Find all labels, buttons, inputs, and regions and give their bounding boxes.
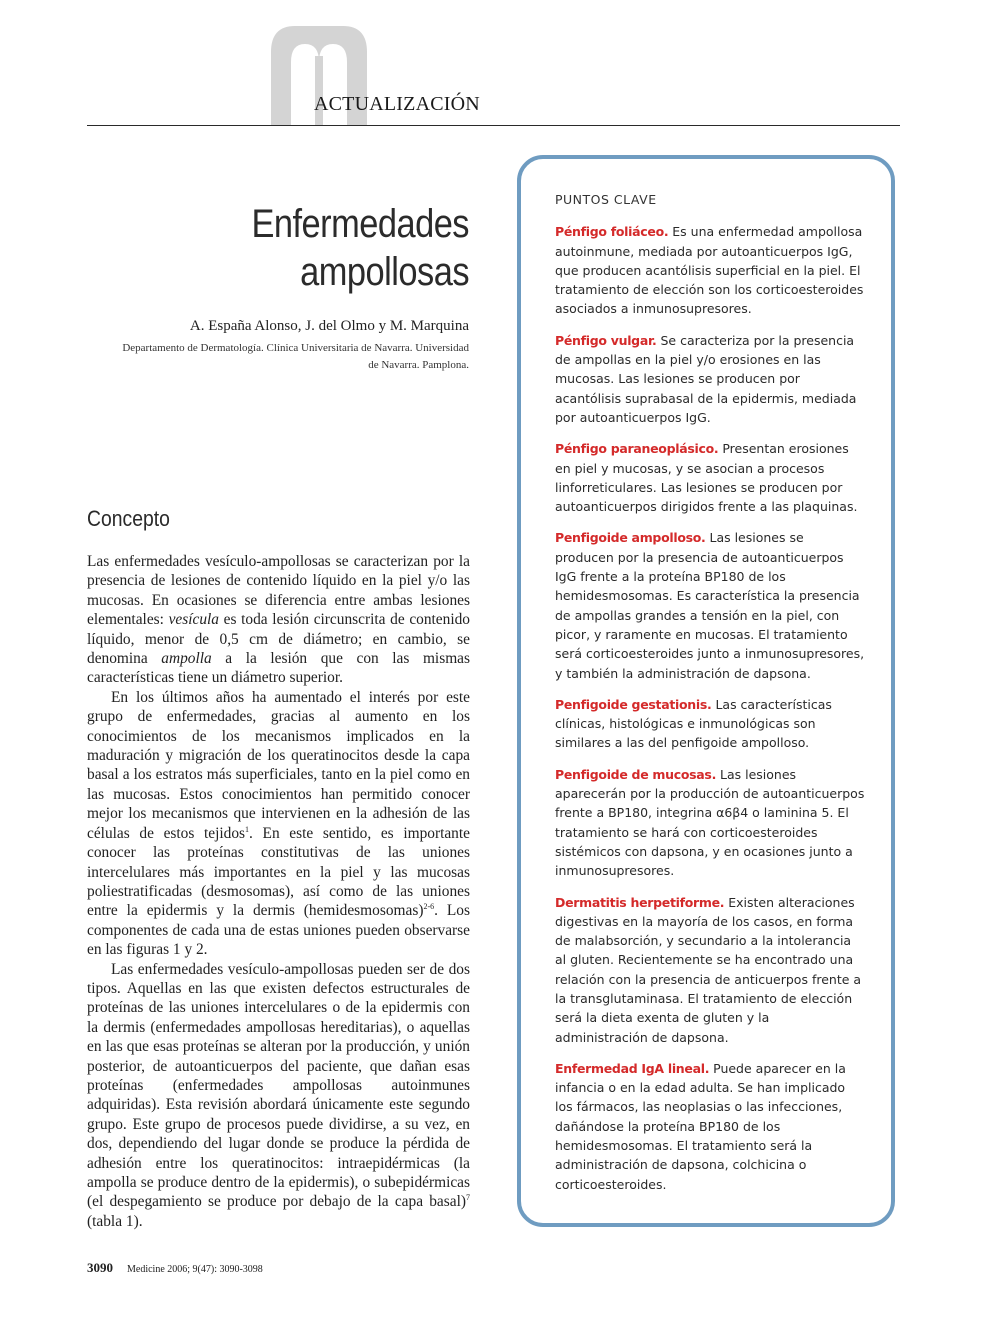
key-point-term: Dermatitis herpetiforme. — [555, 894, 725, 910]
p2-reference-1[interactable]: 1 — [245, 824, 250, 834]
p3-text-1: Las enfermedades vesículo-ampollosas pueden ser de dos tipos. Aquellas en las que existen defectos estructurales de proteínas de las uniones intercelulares o de la epidermis con la dermis (enfermedades ampollosas hereditarias), o aquellas en las que esas proteínas se alteran por la producción, y unión posterior, de autoanticuerpos del paciente, que dañan esas proteínas (enfermedades ampollosas autoinmunes adquiridas). Esta revisión abordará únicamente este segundo grupo. Este grupo de procesos puede dividirse, a su vez, en dos, dependiendo del lugar donde se produce la pérdida de adhesión entre los queratinocitos: intraepidérmicas (la ampolla se produce dentro de la epidermis), o subepidérmicas (el despegamiento se produce por debajo de la capa basal) — [87, 960, 470, 1211]
key-point-item — [555, 893, 865, 1047]
key-point-text: Es una enfermedad ampollosa autoinmune, mediada por autoanticuerpos IgG, que producen acantólisis superficial en la piel. El tratamiento de elección son los corticoesteroides asociados a inmunosupresores. — [555, 224, 864, 317]
affiliation — [87, 340, 469, 374]
key-point-text: Las lesiones se producen por la presencia de autoanticuerpos IgG frente a la proteína BP180 de los hemidesmosomas. Es característica la presencia de ampollas grandes a tensión en la piel, con picor, y raramente en mucosas. El tratamiento será corticoesteroides junto a inmunosupresores, y también la administración de dapsona. — [555, 530, 865, 681]
key-points-title: PUNTOS CLAVE — [555, 192, 657, 207]
citation: Medicine 2006; 9(47): 3090-3098 — [127, 1264, 263, 1275]
header-rule — [87, 125, 900, 126]
paragraph-3 — [87, 960, 470, 1232]
key-point-term: Pénfigo paraneoplásico. — [555, 441, 719, 457]
key-point-text: Presentan erosiones en piel y mucosas, y se asocian a procesos linforreticulares. Las lesiones se producen por autoanticuerpos dirigidos frente a las plaquinas. — [555, 441, 858, 515]
paragraph-2 — [87, 688, 470, 960]
key-point-item — [555, 222, 865, 318]
key-point-item — [555, 765, 865, 881]
title-line-2: ampollosas — [300, 250, 469, 294]
article-title — [140, 200, 469, 296]
authors: A. España Alonso, J. del Olmo y M. Marquina — [189, 318, 469, 334]
key-point-item — [555, 331, 865, 427]
paragraph-1 — [87, 552, 470, 688]
key-point-text: Las características clínicas, histológicas e inmunológicas son similares a las del penfigoide ampolloso. — [555, 696, 832, 751]
title-line-1: Enfermedades — [251, 202, 469, 246]
section-heading: Concepto — [87, 506, 170, 531]
key-point-term: Enfermedad IgA lineal. — [555, 1060, 710, 1076]
key-point-term: Pénfigo vulgar. — [555, 332, 657, 348]
affiliation-line-2: de Navarra. Pamplona. — [368, 359, 469, 371]
p1-text-2: es toda lesión circunscrita de contenido líquido, menor de 0,5 cm de diámetro; en cambio, se denomina — [87, 611, 471, 668]
key-point-term: Penfigoide de mucosas. — [555, 766, 717, 782]
key-point-text: Existen alteraciones digestivas en la mayoría de los casos, en forma de malabsorción, y secundario a la intolerancia al gluten. Recientemente se ha encontrado una relación con la presencia de anticuerpos frente a la transglutaminasa. El tratamiento de elección será la dieta exenta de gluten y la administración de dapsona. — [555, 894, 862, 1045]
body-text — [87, 552, 470, 1231]
key-point-item — [555, 695, 865, 753]
p3-text-2: (tabla 1). — [87, 1212, 143, 1230]
key-point-term: Penfigoide ampolloso. — [555, 530, 706, 546]
p3-reference-1[interactable]: 7 — [466, 1193, 470, 1203]
key-point-text: Las lesiones aparecerán por la producción de autoanticuerpos frente a BP180, integrina α6β4 o laminina 5. El tratamiento se hará con corticoesteroides sistémicos con dapsona, y en ocasiones junto a inmunosupresores. — [555, 766, 865, 879]
key-point-item — [555, 528, 865, 682]
p2-text-3: . Los componentes de cada una de estas uniones pueden observarse en las figuras 1 y 2. — [87, 902, 470, 959]
key-point-item — [555, 439, 865, 516]
key-point-term: Pénfigo foliáceo. — [555, 224, 669, 240]
p1-text-3: a la lesión que con las mismas características tiene un diámetro superior. — [87, 650, 470, 687]
p2-text-1: En los últimos años ha aumentado el interés por este grupo de enfermedades, gracias al aumento en los conocimientos de los mecanismos implicados en la maduración y migración de los queratinocitos desde la capa basal a los estratos más superficiales, tanto en la piel como en las mucosas. Estos conocimientos han permitido conocer mejor los mecanismos que intervienen en la adhesión de las células de estos tejidos — [87, 688, 470, 842]
key-point-text: Puede aparecer en la infancia o en la edad adulta. Se han implicado los fármacos, las neoplasias o las infecciones, dañándose la proteína BP180 de los hemidesmosomas. El tratamiento será la administración de dapsona, colchicina o corticoesteroides. — [555, 1060, 846, 1192]
p1-italic-ampolla: ampolla — [161, 650, 212, 668]
key-point-text: Se caracteriza por la presencia de ampollas en la piel y/o erosiones en las mucosas. Las lesiones se producen por acantólisis suprabasal de la epidermis, mediada por autoanticuerpos IgG. — [555, 332, 857, 425]
key-points-content — [555, 190, 865, 1206]
p2-text-2: . En este sentido, es importante conocer las proteínas constitutivas de las uniones intercelulares más importantes en la piel y las mucosas poliestratificadas (desmosomas), así como de las uniones entre la epidermis y la dermis (hemidesmosomas) — [87, 824, 470, 920]
affiliation-line-1: Departamento de Dermatología. Clínica Universitaria de Navarra. Universidad — [122, 342, 469, 354]
key-point-term: Penfigoide gestationis. — [555, 696, 712, 712]
p1-italic-vesicula: vesícula — [168, 611, 220, 629]
section-label: ACTUALIZACIÓN — [314, 93, 480, 115]
p1-text-1: Las enfermedades vesículo-ampollosas se caracterizan por la presencia de lesiones de contenido líquido en la piel y/o las mucosas. En ocasiones se diferencia entre ambas lesiones elementales: — [87, 553, 470, 629]
page-footer — [87, 1259, 263, 1277]
key-point-item — [555, 1059, 865, 1194]
p2-reference-2[interactable]: 2-6 — [423, 902, 435, 912]
page-number: 3090 — [87, 1260, 113, 1275]
